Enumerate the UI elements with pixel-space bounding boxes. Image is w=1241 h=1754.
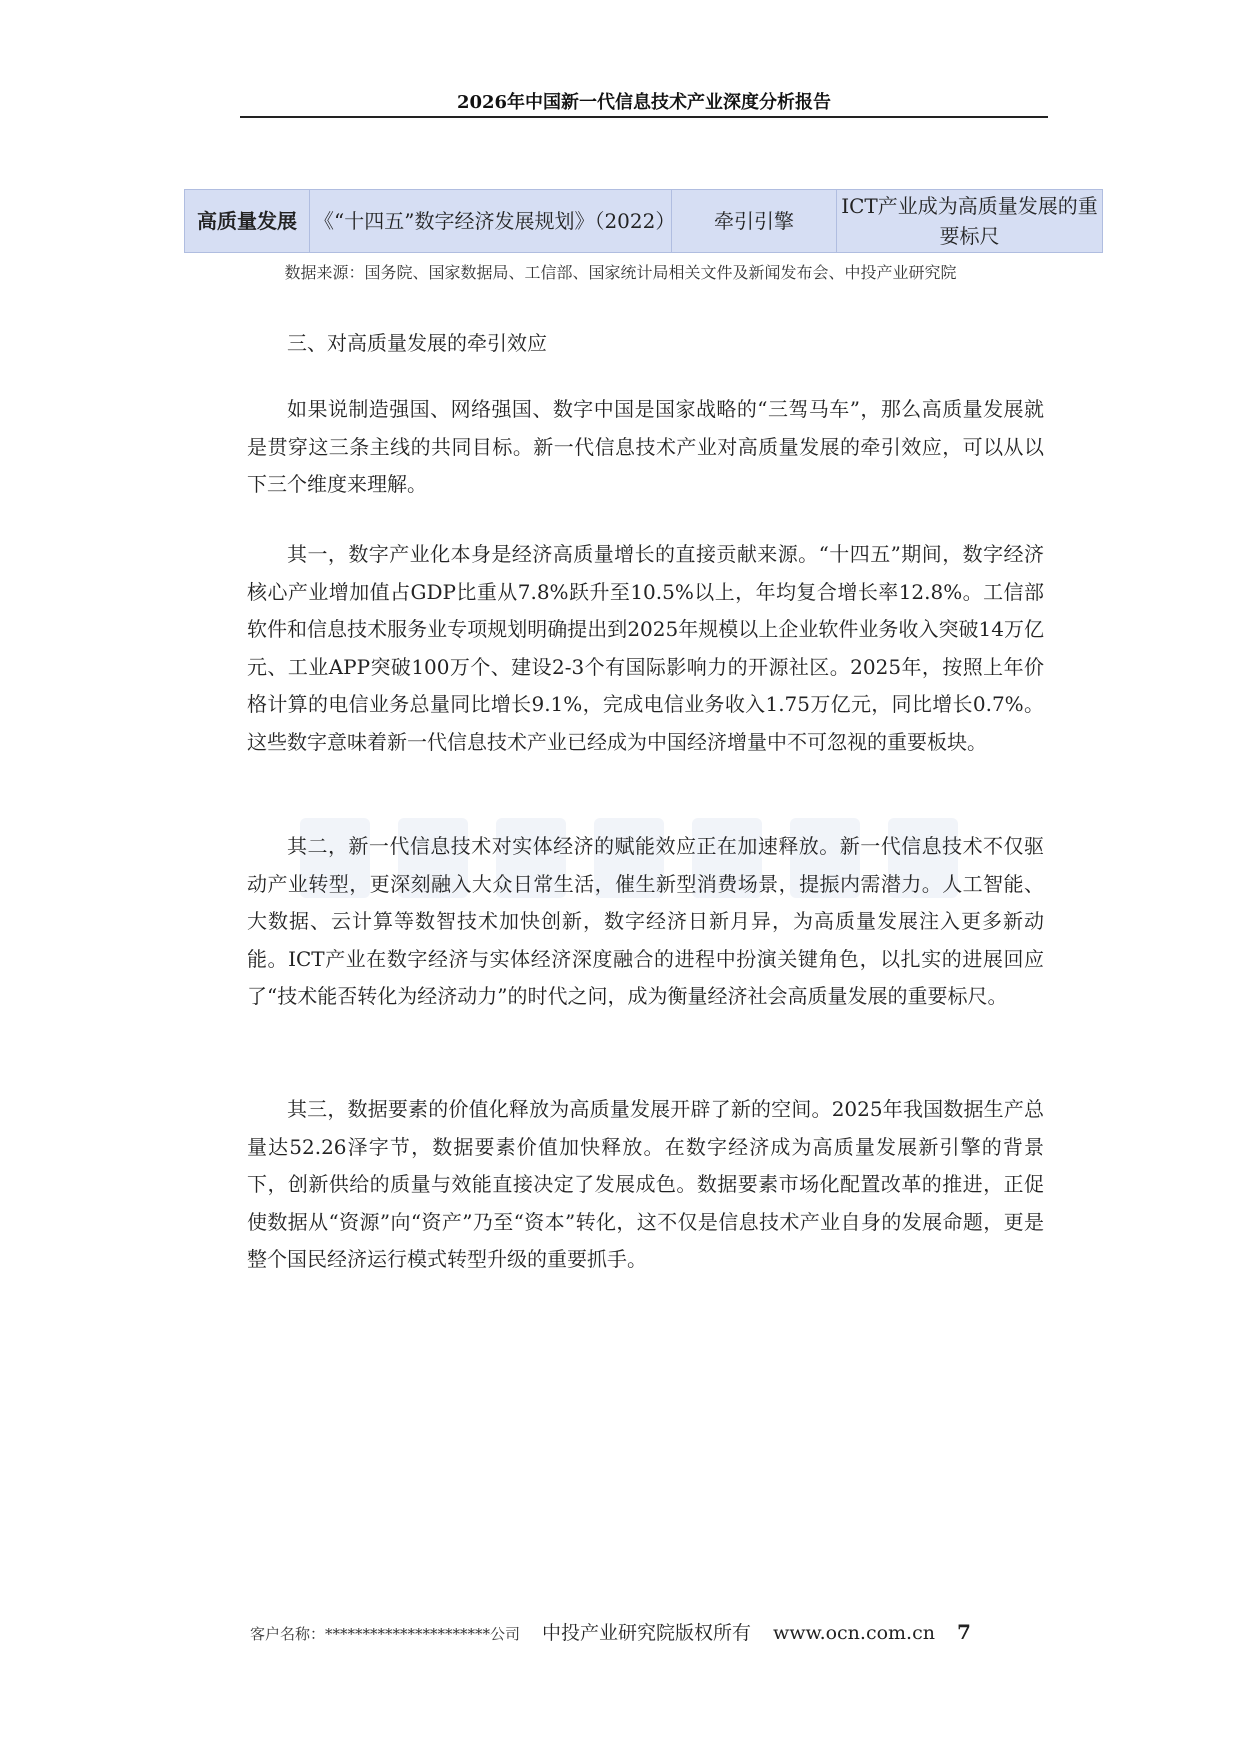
footer-copyright: 中投产业研究院版权所有 <box>542 1622 752 1644</box>
table-cell-outcome: ICT产业成为高质量发展的重要标尺 <box>837 190 1103 253</box>
report-title: 2026年中国新一代信息技术产业深度分析报告 <box>456 92 832 113</box>
table-row <box>185 190 1103 253</box>
paragraph-second: 其二，新一代信息技术对实体经济的赋能效应正在加速释放。新一代信息技术不仅驱动产业转型，更深刻融入大众日常生活，催生新型消费场景，提振内需潜力。人工智能、大数据、云计算等数智技术加快创新，数字经济日新月异，为高质量发展注入更多新动能。ICT产业在数字经济与实体经济深度融合的进程中扮演关键角色，以扎实的进展回应了“技术能否转化为经济动力”的时代之问，成为衡量经济社会高质量发展的重要标尺。 <box>247 834 1044 1008</box>
footer-url: www.ocn.com.cn <box>773 1622 935 1644</box>
header-divider <box>240 116 1048 118</box>
table-cell-role: 牵引引擎 <box>672 190 837 253</box>
page-number: 7 <box>956 1620 971 1644</box>
paragraph-third: 其三，数据要素的价值化释放为高质量发展开辟了新的空间。2025年我国数据生产总量达52.26泽字节，数据要素价值加快释放。在数字经济成为高质量发展新引擎的背景下，创新供给的质量与效能直接决定了发展成色。数据要素市场化配置改革的推进，正促使数据从“资源”向“资产”乃至“资本”转化，这不仅是信息技术产业自身的发展命题，更是整个国民经济运行模式转型升级的重要抓手。 <box>247 1097 1044 1271</box>
footer-client: 客户名称：**********************公司 <box>250 1625 521 1643</box>
table-cell-category: 高质量发展 <box>185 190 310 253</box>
section-heading: 三、对高质量发展的牵引效应 <box>287 331 547 355</box>
table-cell-policy: 《“十四五”数字经济发展规划》（2022） <box>310 190 672 253</box>
data-source-note: 数据来源：国务院、国家数据局、工信部、国家统计局相关文件及新闻发布会、中投产业研究院 <box>284 263 957 282</box>
page-footer <box>250 1618 1040 1645</box>
paragraph-first: 其一，数字产业化本身是经济高质量增长的直接贡献来源。“十四五”期间，数字经济核心产业增加值占GDP比重从7.8%跃升至10.5%以上，年均复合增长率12.8%。工信部软件和信息技术服务业专项规划明确提出到2025年规模以上企业软件业务收入突破14万亿元、工业APP突破100万个、建设2-3个有国际影响力的开源社区。2025年，按照上年价格计算的电信业务总量同比增长9.1%，完成电信业务收入1.75万亿元，同比增长0.7%。这些数字意味着新一代信息技术产业已经成为中国经济增量中不可忽视的重要板块。 <box>247 542 1044 754</box>
paragraph-intro: 如果说制造强国、网络强国、数字中国是国家战略的“三驾马车”，那么高质量发展就是贯穿这三条主线的共同目标。新一代信息技术产业对高质量发展的牵引效应，可以从以下三个维度来理解。 <box>247 397 1044 496</box>
policy-table <box>184 189 1103 253</box>
